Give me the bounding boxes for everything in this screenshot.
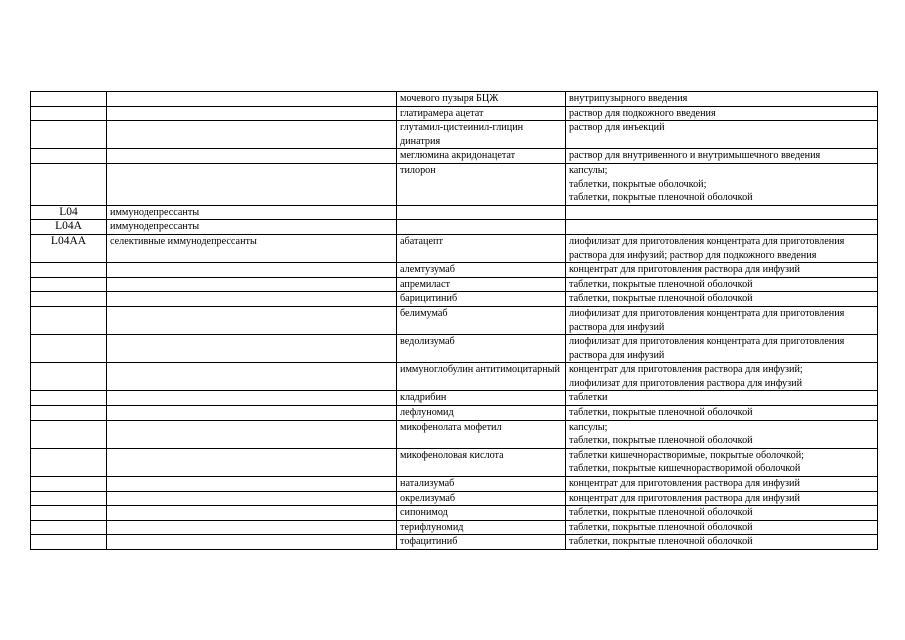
table-row [31,391,878,406]
atc-code-cell [31,121,107,149]
drug-name-cell: глатирамера ацетат [397,106,566,121]
drug-name-cell: иммуноглобулин антитимоцитарный [397,363,566,391]
dosage-form-cell: таблетки, покрытые пленочной оболочкой [566,277,878,292]
atc-code-cell [31,491,107,506]
group-name-cell [107,306,397,334]
table-row [31,506,878,521]
dosage-form-cell: концентрат для приготовления раствора для инфузий [566,263,878,278]
drug-name-cell: лефлуномид [397,406,566,421]
group-name-cell [107,391,397,406]
drug-name-cell: абатацепт [397,234,566,262]
drug-name-cell: мочевого пузыря БЦЖ [397,92,566,107]
atc-code-cell [31,448,107,476]
drug-name-cell [397,205,566,220]
group-name-cell [107,149,397,164]
drug-name-cell: тофацитиниб [397,535,566,550]
dosage-form-cell: концентрат для приготовления раствора для инфузий [566,491,878,506]
atc-code-cell [31,406,107,421]
drug-name-cell [397,220,566,235]
group-name-cell: иммунодепрессанты [107,220,397,235]
atc-code-cell: L04A [31,220,107,235]
dosage-form-cell: лиофилизат для приготовления концентрата для приготовления раствора для инфузий [566,306,878,334]
atc-code-cell [31,363,107,391]
group-name-cell [107,121,397,149]
table-row [31,406,878,421]
group-name-cell [107,477,397,492]
atc-code-cell [31,292,107,307]
table-row [31,263,878,278]
dosage-form-cell: капсулы; таблетки, покрытые пленочной оболочкой [566,420,878,448]
group-name-cell: иммунодепрессанты [107,205,397,220]
table-body [31,92,878,550]
atc-code-cell [31,520,107,535]
dosage-form-cell: капсулы; таблетки, покрытые оболочкой; таблетки, покрытые пленочной оболочкой [566,163,878,205]
table-row [31,234,878,262]
table-row [31,520,878,535]
dosage-form-cell: концентрат для приготовления раствора для инфузий; лиофилизат для приготовления раствора для инфузий [566,363,878,391]
atc-code-cell [31,420,107,448]
atc-code-cell [31,506,107,521]
dosage-form-cell: таблетки, покрытые пленочной оболочкой [566,406,878,421]
table-row [31,205,878,220]
table-row [31,292,878,307]
atc-code-cell: L04 [31,205,107,220]
group-name-cell [107,406,397,421]
drug-name-cell: натализумаб [397,477,566,492]
table-row [31,121,878,149]
dosage-form-cell: таблетки, покрытые пленочной оболочкой [566,292,878,307]
dosage-form-cell: раствор для инъекций [566,121,878,149]
group-name-cell [107,520,397,535]
drug-table [30,91,878,550]
dosage-form-cell: раствор для внутривенного и внутримышечного введения [566,149,878,164]
table-row [31,335,878,363]
dosage-form-cell: концентрат для приготовления раствора для инфузий [566,477,878,492]
table-row [31,491,878,506]
table-row [31,420,878,448]
drug-name-cell: глутамил-цистеинил-глицин динатрия [397,121,566,149]
atc-code-cell [31,306,107,334]
drug-name-cell: микофенолата мофетил [397,420,566,448]
atc-code-cell [31,535,107,550]
atc-code-cell [31,92,107,107]
group-name-cell [107,506,397,521]
drug-name-cell: кладрибин [397,391,566,406]
group-name-cell [107,163,397,205]
atc-code-cell [31,477,107,492]
drug-name-cell: меглюмина акридонацетат [397,149,566,164]
dosage-form-cell: таблетки [566,391,878,406]
dosage-form-cell: внутрипузырного введения [566,92,878,107]
group-name-cell [107,92,397,107]
table-row [31,106,878,121]
atc-code-cell [31,149,107,164]
drug-name-cell: окрелизумаб [397,491,566,506]
drug-name-cell: микофеноловая кислота [397,448,566,476]
atc-code-cell [31,277,107,292]
table-row [31,535,878,550]
group-name-cell [107,335,397,363]
table-row [31,92,878,107]
dosage-form-cell: лиофилизат для приготовления концентрата для приготовления раствора для инфузий [566,335,878,363]
dosage-form-cell: раствор для подкожного введения [566,106,878,121]
atc-code-cell [31,106,107,121]
group-name-cell [107,363,397,391]
dosage-form-cell: таблетки, покрытые пленочной оболочкой [566,520,878,535]
table-row [31,477,878,492]
table-row [31,363,878,391]
drug-name-cell: тилорон [397,163,566,205]
table-row [31,163,878,205]
table-row [31,277,878,292]
group-name-cell [107,535,397,550]
group-name-cell [107,263,397,278]
group-name-cell [107,277,397,292]
atc-code-cell [31,391,107,406]
drug-name-cell: сипонимод [397,506,566,521]
drug-name-cell: терифлуномид [397,520,566,535]
atc-code-cell [31,335,107,363]
atc-code-cell [31,263,107,278]
drug-name-cell: ведолизумаб [397,335,566,363]
atc-code-cell: L04AA [31,234,107,262]
drug-name-cell: апремиласт [397,277,566,292]
dosage-form-cell: таблетки кишечнорастворимые, покрытые оболочкой; таблетки, покрытые кишечнорастворимой оболочкой [566,448,878,476]
group-name-cell [107,292,397,307]
atc-code-cell [31,163,107,205]
table-row [31,149,878,164]
table-row [31,220,878,235]
group-name-cell: селективные иммунодепрессанты [107,234,397,262]
dosage-form-cell: лиофилизат для приготовления концентрата для приготовления раствора для инфузий; раствор для подкожного введения [566,234,878,262]
dosage-form-cell: таблетки, покрытые пленочной оболочкой [566,535,878,550]
drug-name-cell: барицитиниб [397,292,566,307]
table-row [31,448,878,476]
drug-name-cell: белимумаб [397,306,566,334]
table-row [31,306,878,334]
group-name-cell [107,106,397,121]
dosage-form-cell: таблетки, покрытые пленочной оболочкой [566,506,878,521]
group-name-cell [107,448,397,476]
dosage-form-cell [566,205,878,220]
dosage-form-cell [566,220,878,235]
group-name-cell [107,491,397,506]
group-name-cell [107,420,397,448]
drug-name-cell: алемтузумаб [397,263,566,278]
